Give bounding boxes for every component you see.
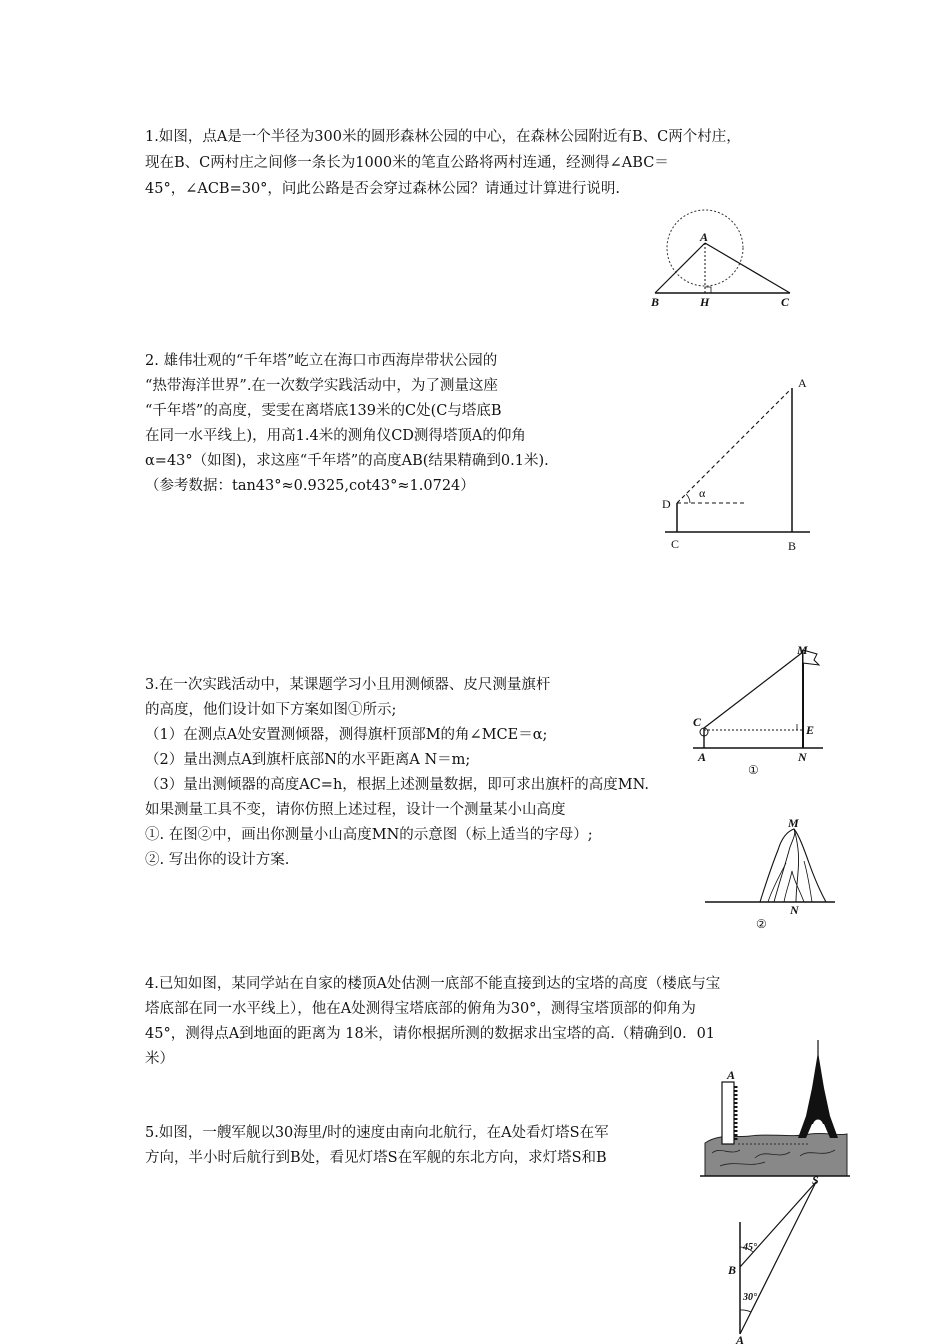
problem2-label-a: A (798, 376, 807, 390)
problem2-line-6: （参考数据：tan43°≈0.9325,cot43°≈1.0724） (145, 478, 475, 494)
problem3-fig1-label-n: N (798, 750, 807, 764)
problem5-figure (722, 1172, 832, 1344)
problem3-fig2-label-m: M (788, 816, 799, 830)
problem1-label-a: A (700, 230, 709, 244)
problem3-fig1-label-e: E (806, 723, 815, 737)
problem3-line-3: （1）在测点A处安置测倾器，测得旗杆顶部M的角∠MCE＝α; (145, 727, 548, 743)
problem3-fig1-number: ① (748, 763, 759, 777)
problem5-label-a: A (736, 1333, 745, 1344)
problem3-fig1-label-m: M (797, 643, 808, 657)
problem4-line-2: 塔底部在同一水平线上），他在A处测得宝塔底部的俯角为30°，测得宝塔顶部的仰角为 (145, 1001, 696, 1017)
problem5-label-b: B (728, 1263, 737, 1277)
problem3-figure-1 (688, 640, 828, 780)
problem3-line-5: （3）量出测倾器的高度AC=h，根据上述测量数据，即可求出旗杆的高度MN. (145, 777, 649, 793)
problem5-line-2: 方向，半小时后航行到B处，看见灯塔S在军舰的东北方向，求灯塔S和B (145, 1150, 607, 1166)
problem1-line-1: 1.如图，点A是一个半径为300米的圆形森林公园的中心，在森林公园附近有B、C两个村庄， (145, 129, 741, 145)
problem1-figure (640, 205, 810, 315)
problem2-label-alpha: α (699, 486, 706, 500)
problem3-figure-2 (700, 815, 840, 935)
problem3-line-6: 如果测量工具不变，请你仿照上述过程，设计一个测量某小山高度 (145, 802, 566, 818)
problem2-line-4: 在同一水平线上)，用高1.4米的测角仪CD测得塔顶A的仰角 (145, 428, 526, 444)
problem5-angle-45: 45° (743, 1242, 757, 1253)
problem2-line-5: α=43°（如图)，求这座“千年塔”的高度AB(结果精确到0.1米). (145, 453, 549, 469)
problem2-figure (650, 370, 820, 560)
problem4-line-4: 米） (145, 1051, 174, 1067)
problem4-label-a: A (727, 1068, 736, 1082)
problem2-line-1: 2. 雄伟壮观的“千年塔”屹立在海口市西海岸带状公园的 (145, 353, 498, 369)
problem1-label-h: H (700, 295, 710, 309)
problem2-label-c: C (671, 537, 680, 551)
problem3-line-1: 3.在一次实践活动中，某课题学习小且用测倾器、皮尺测量旗杆 (145, 677, 551, 693)
problem4-line-1: 4.已知如图，某同学站在自家的楼顶A处估测一底部不能直接到达的宝塔的高度（楼底与宝 (145, 976, 721, 992)
problem4-line-3: 45°，测得点A到地面的距离为 18米，请你根据所测的数据求出宝塔的高.（精确到0．01 (145, 1026, 716, 1042)
problem1-line-3: 45°，∠ACB=30°，问此公路是否会穿过森林公园？请通过计算进行说明. (145, 181, 621, 197)
problem3-fig2-label-n: N (790, 903, 799, 917)
problem3-fig1-label-a: A (698, 750, 707, 764)
problem2-line-3: “千年塔”的高度，雯雯在离塔底139米的C处(C与塔底B (145, 403, 502, 419)
problem4-figure (700, 1038, 850, 1188)
problem1-label-b: B (651, 295, 660, 309)
problem3-line-7: ①. 在图②中，画出你测量小山高度MN的示意图（标上适当的字母）; (145, 827, 593, 843)
problem1-line-2: 现在B、C两村庄之间修一条长为1000米的笔直公路将两村连通，经测得∠ABC＝ (145, 155, 669, 171)
problem3-fig2-number: ② (756, 917, 767, 931)
problem1-label-c: C (781, 295, 790, 309)
problem5-line-1: 5.如图，一艘军舰以30海里/时的速度由南向北航行，在A处看灯塔S在军 (145, 1125, 609, 1141)
problem3-line-8: ②. 写出你的设计方案. (145, 852, 290, 868)
problem2-line-2: “热带海洋世界”.在一次数学实践活动中，为了测量这座 (145, 378, 498, 394)
problem3-fig1-label-c: C (693, 715, 702, 729)
problem3-line-4: （2）量出测点A到旗杆底部N的水平距离A N＝m; (145, 752, 471, 768)
problem3-line-2: 的高度，他们设计如下方案如图①所示; (145, 702, 397, 718)
problem5-angle-30: 30° (743, 1292, 757, 1303)
problem2-label-b: B (788, 539, 797, 553)
problem2-label-d: D (662, 497, 671, 511)
problem5-label-s: S (812, 1173, 819, 1187)
